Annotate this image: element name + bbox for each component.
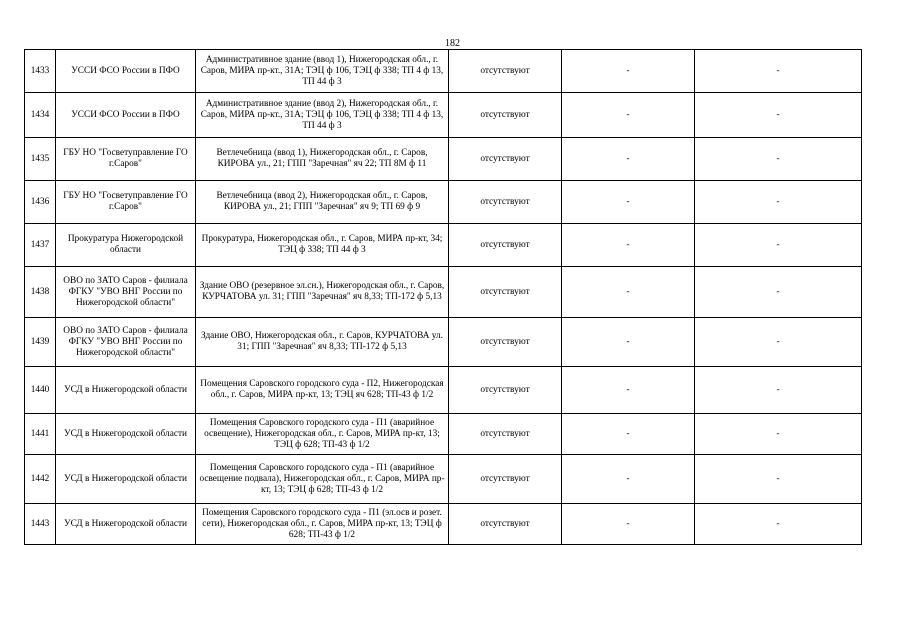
- status-cell: отсутствуют: [449, 50, 562, 93]
- organization-cell: ГБУ НО "Госветуправление ГО г.Саров": [56, 181, 196, 224]
- table-row: [25, 50, 862, 93]
- organization-cell: ОВО по ЗАТО Саров - филиала ФГКУ "УВО ВНГ России по Нижегородской области": [56, 318, 196, 367]
- address-cell: Ветлечебница (ввод 2), Нижегородская обл., г. Саров, КИРОВА ул., 21; ГПП "Заречная" яч 9; ТП 69 ф 9: [196, 181, 449, 224]
- table-row: [25, 181, 862, 224]
- status-cell: отсутствуют: [449, 367, 562, 414]
- row-number: 1439: [25, 318, 56, 367]
- status-cell: отсутствуют: [449, 138, 562, 181]
- table-row: [25, 93, 862, 138]
- address-cell: Помещения Саровского городского суда - П1 (эл.осв и розет. сети), Нижегородская обл., г. Саров, МИРА пр-кт, 13; ТЭЦ ф 628; ТП-43 ф 1/2: [196, 504, 449, 545]
- row-number: 1443: [25, 504, 56, 545]
- status-cell: отсутствуют: [449, 318, 562, 367]
- table-row: [25, 318, 862, 367]
- table-row: [25, 267, 862, 318]
- status-cell: отсутствуют: [449, 504, 562, 545]
- table-row: [25, 224, 862, 267]
- table-row: [25, 367, 862, 414]
- address-cell: Прокуратура, Нижегородская обл., г. Саров, МИРА пр-кт, 34; ТЭЦ ф 338; ТП 44 ф 3: [196, 224, 449, 267]
- value-cell: -: [562, 318, 695, 367]
- status-cell: отсутствуют: [449, 224, 562, 267]
- value-cell: -: [695, 318, 862, 367]
- status-cell: отсутствуют: [449, 267, 562, 318]
- address-cell: Ветлечебница (ввод 1), Нижегородская обл., г. Саров, КИРОВА ул., 21; ГПП "Заречная" яч 22; ТП 8М ф 11: [196, 138, 449, 181]
- status-cell: отсутствуют: [449, 93, 562, 138]
- value-cell: -: [562, 50, 695, 93]
- value-cell: -: [695, 414, 862, 455]
- status-cell: отсутствуют: [449, 414, 562, 455]
- value-cell: -: [562, 181, 695, 224]
- value-cell: -: [695, 224, 862, 267]
- value-cell: -: [562, 367, 695, 414]
- organization-cell: ОВО по ЗАТО Саров - филиала ФГКУ "УВО ВНГ России по Нижегородской области": [56, 267, 196, 318]
- table-row: [25, 414, 862, 455]
- value-cell: -: [695, 455, 862, 504]
- value-cell: -: [562, 455, 695, 504]
- value-cell: -: [695, 138, 862, 181]
- value-cell: -: [695, 367, 862, 414]
- organization-cell: УСД в Нижегородской области: [56, 414, 196, 455]
- organization-cell: Прокуратура Нижегородской области: [56, 224, 196, 267]
- table-row: [25, 138, 862, 181]
- row-number: 1435: [25, 138, 56, 181]
- organization-cell: УССИ ФСО России в ПФО: [56, 50, 196, 93]
- address-cell: Здание ОВО (резервное эл.сн.), Нижегородская обл., г. Саров, КУРЧАТОВА ул. 31; ГПП "Заречная" яч 8,33; ТП-172 ф 5,13: [196, 267, 449, 318]
- organization-cell: УСД в Нижегородской области: [56, 367, 196, 414]
- facilities-table: [24, 49, 862, 545]
- organization-cell: ГБУ НО "Госветуправление ГО г.Саров": [56, 138, 196, 181]
- value-cell: -: [695, 50, 862, 93]
- address-cell: Здание ОВО, Нижегородская обл., г. Саров, КУРЧАТОВА ул. 31; ГПП "Заречная" яч 8,33; ТП-172 ф 5,13: [196, 318, 449, 367]
- value-cell: -: [562, 224, 695, 267]
- value-cell: -: [695, 93, 862, 138]
- organization-cell: УСД в Нижегородской области: [56, 455, 196, 504]
- value-cell: -: [695, 504, 862, 545]
- value-cell: -: [562, 504, 695, 545]
- row-number: 1437: [25, 224, 56, 267]
- table-row: [25, 504, 862, 545]
- value-cell: -: [562, 93, 695, 138]
- organization-cell: УСД в Нижегородской области: [56, 504, 196, 545]
- row-number: 1433: [25, 50, 56, 93]
- value-cell: -: [562, 267, 695, 318]
- address-cell: Помещения Саровского городского суда - П1 (аварийное освещение подвала), Нижегородская обл., г. Саров, МИРА пр-кт, 13; ТЭЦ ф 628; ТП-43 ф 1/2: [196, 455, 449, 504]
- address-cell: Помещения Саровского городского суда - П2, Нижегородская обл., г. Саров, МИРА пр-кт, 13; ТЭЦ яч 628; ТП-43 ф 1/2: [196, 367, 449, 414]
- value-cell: -: [695, 267, 862, 318]
- address-cell: Административное здание (ввод 2), Нижегородская обл., г. Саров, МИРА пр-кт., 31А; ТЭЦ ф 106, ТЭЦ ф 338; ТП 4 ф 13, ТП 44 ф 3: [196, 93, 449, 138]
- value-cell: -: [562, 414, 695, 455]
- organization-cell: УССИ ФСО России в ПФО: [56, 93, 196, 138]
- row-number: 1438: [25, 267, 56, 318]
- status-cell: отсутствуют: [449, 181, 562, 224]
- table-row: [25, 455, 862, 504]
- value-cell: -: [695, 181, 862, 224]
- row-number: 1434: [25, 93, 56, 138]
- row-number: 1440: [25, 367, 56, 414]
- address-cell: Административное здание (ввод 1), Нижегородская обл., г. Саров, МИРА пр-кт., 31А; ТЭЦ ф 106, ТЭЦ ф 338; ТП 4 ф 13, ТП 44 ф 3: [196, 50, 449, 93]
- row-number: 1436: [25, 181, 56, 224]
- row-number: 1441: [25, 414, 56, 455]
- value-cell: -: [562, 138, 695, 181]
- address-cell: Помещения Саровского городского суда - П1 (аварийное освещение), Нижегородская обл., г. Саров, МИРА пр-кт, 13; ТЭЦ ф 628; ТП-43 ф 1/2: [196, 414, 449, 455]
- status-cell: отсутствуют: [449, 455, 562, 504]
- page-number: 182: [445, 38, 460, 49]
- row-number: 1442: [25, 455, 56, 504]
